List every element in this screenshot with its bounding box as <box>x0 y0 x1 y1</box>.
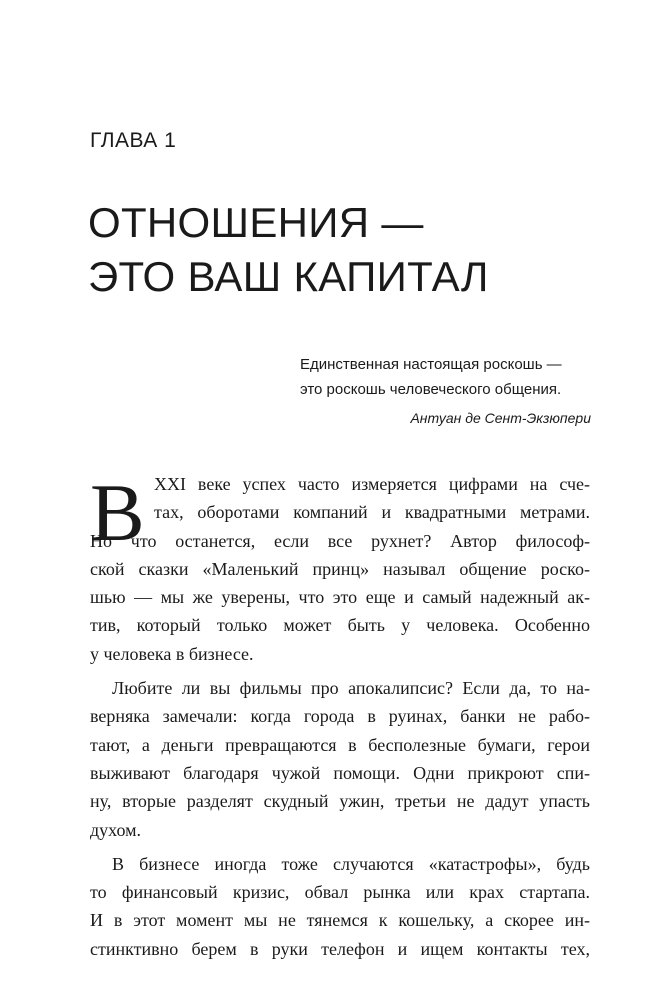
chapter-label: ГЛАВА 1 <box>90 129 177 152</box>
text-line: ну, вторые разделят скудный ужин, третьи не дадут упасть <box>90 791 590 812</box>
text-line: тив, который только может быть у человека. Особенно <box>90 615 590 636</box>
body-text <box>90 467 590 969</box>
text-line: стинктивно берем в руки телефон и ищем контакты тех, <box>90 938 590 959</box>
drop-cap: В <box>90 467 145 558</box>
chapter-title-line: ОТНОШЕНИЯ — <box>88 199 424 246</box>
text-line: тают, а деньги превращаются в бесполезные бумаги, герои <box>90 734 590 755</box>
text-line: духом. <box>90 819 142 840</box>
text-line: ской сказки «Маленький принц» называл общение роско- <box>90 558 590 579</box>
paragraph <box>90 674 590 844</box>
text-line: Любите ли вы фильмы про апокалипсис? Если да, то на- <box>112 678 590 699</box>
text-line: то финансовый кризис, обвал рынка или крах стартапа. <box>90 882 590 903</box>
text-line: Но что останется, если все рухнет? Автор философ- <box>90 530 590 551</box>
chapter-title <box>88 196 608 304</box>
text-line: у человека в бизнесе. <box>90 643 254 664</box>
paragraph <box>90 850 590 963</box>
text-line: выживают благодаря чужой помощи. Одни прикроют спи- <box>90 762 590 783</box>
text-line: тах, оборотами компаний и квадратными метрами. <box>154 502 590 523</box>
text-line: шью — мы же уверены, что это еще и самый надежный ак- <box>90 587 590 608</box>
epigraph-author: Антуан де Сент-Экзюпери <box>410 410 591 426</box>
epigraph-line: Единственная настоящая роскошь — <box>300 356 562 373</box>
text-line: верняка замечали: когда города в руинах, банки не рабо- <box>90 706 590 727</box>
text-line: В бизнесе иногда тоже случаются «катастрофы», будь <box>112 853 590 874</box>
text-line: И в этот момент мы не тянемся к кошельку, а скорее ин- <box>90 910 590 931</box>
chapter-title-line: ЭТО ВАШ КАПИТАЛ <box>88 253 489 300</box>
paragraph <box>90 467 590 668</box>
epigraph-line: это роскошь человеческого общения. <box>300 381 562 398</box>
text-line: XXI веке успех часто измеряется цифрами на сче- <box>154 474 590 494</box>
epigraph-quote <box>300 352 590 402</box>
